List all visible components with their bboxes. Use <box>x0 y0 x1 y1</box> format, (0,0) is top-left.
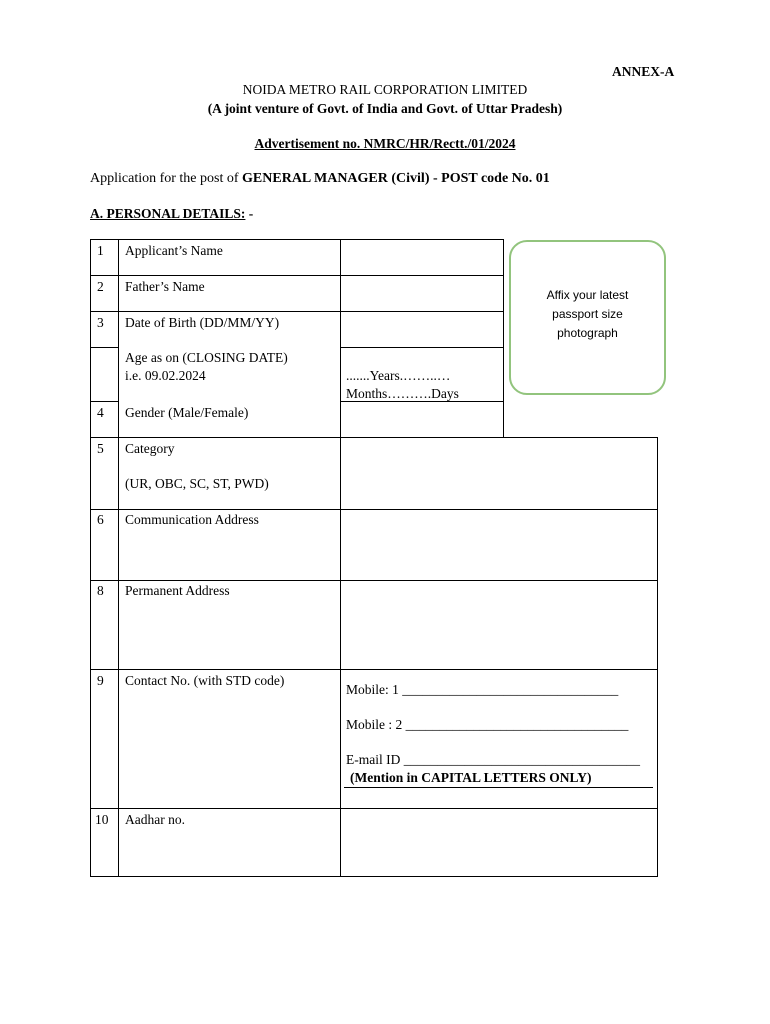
annex-label: ANNEX-A <box>612 64 675 79</box>
age-date-label: i.e. 09.02.2024 <box>125 368 206 383</box>
section-title: A. PERSONAL DETAILS: <box>90 206 246 221</box>
aadhar-field[interactable] <box>341 809 657 876</box>
category-field[interactable] <box>341 438 657 509</box>
row-number: 8 <box>97 583 104 598</box>
gender-field[interactable] <box>341 402 503 437</box>
age-label: Age as on (CLOSING DATE) <box>125 350 288 365</box>
advertisement-number: Advertisement no. NMRC/HR/Rectt./01/2024 <box>254 136 516 151</box>
row-number: 3 <box>97 315 104 330</box>
permanent-address-label: Permanent Address <box>125 583 230 598</box>
category-options-label: (UR, OBC, SC, ST, PWD) <box>125 476 269 491</box>
communication-address-field[interactable] <box>341 510 657 580</box>
father-name-field[interactable] <box>341 276 503 311</box>
section-heading <box>90 206 253 222</box>
gender-label: Gender (Male/Female) <box>125 405 249 420</box>
mobile-2-field[interactable]: Mobile : 2 _________________________________ <box>346 717 629 732</box>
photo-instruction-line: Affix your latest <box>546 288 629 302</box>
mobile-1-field[interactable]: Mobile: 1 ________________________________ <box>346 682 619 697</box>
email-note-underline <box>344 787 653 788</box>
applicant-name-label: Applicant’s Name <box>125 243 223 258</box>
age-months-days-field[interactable]: Months……….Days <box>346 386 459 401</box>
organization-subtitle: (A joint venture of Govt. of India and Govt. of Uttar Pradesh) <box>207 101 563 116</box>
section-suffix: - <box>245 206 254 221</box>
permanent-address-field[interactable] <box>341 581 657 669</box>
table-border-bottom <box>90 876 658 877</box>
row-number: 5 <box>97 441 104 456</box>
row-divider <box>90 401 118 402</box>
photo-instruction-line: passport size <box>552 307 623 321</box>
row-number: 9 <box>97 673 104 688</box>
email-field[interactable]: E-mail ID ___________________________________ <box>346 752 640 767</box>
category-label: Category <box>125 441 175 456</box>
table-border-left <box>90 239 91 877</box>
email-note: (Mention in CAPITAL LETTERS ONLY) <box>350 770 592 785</box>
age-years-field[interactable]: .......Years.……..… <box>346 368 451 383</box>
post-title: GENERAL MANAGER (Civil) - POST code No. 01 <box>242 171 550 186</box>
photo-instruction-line: photograph <box>557 326 618 340</box>
row-number: 1 <box>97 243 104 258</box>
row-divider <box>90 347 118 348</box>
communication-address-label: Communication Address <box>125 512 259 527</box>
column-divider <box>503 239 504 437</box>
table-border-right <box>657 437 658 877</box>
row-number: 6 <box>97 512 104 527</box>
row-number: 4 <box>97 405 104 420</box>
post-line <box>90 171 550 187</box>
dob-label: Date of Birth (DD/MM/YY) <box>125 315 280 330</box>
row-number: 10 <box>95 812 109 827</box>
row-number: 2 <box>97 279 104 294</box>
column-divider <box>118 239 119 877</box>
row-divider <box>340 347 504 348</box>
dob-field[interactable] <box>341 312 503 347</box>
row-divider <box>90 669 658 670</box>
post-prefix: Application for the post of <box>90 171 243 186</box>
applicant-name-field[interactable] <box>341 240 503 275</box>
photograph-box <box>509 240 666 395</box>
organization-name: NOIDA METRO RAIL CORPORATION LIMITED <box>242 82 528 97</box>
father-name-label: Father’s Name <box>125 279 205 294</box>
contact-number-label: Contact No. (with STD code) <box>125 673 285 688</box>
aadhar-label: Aadhar no. <box>125 812 185 827</box>
